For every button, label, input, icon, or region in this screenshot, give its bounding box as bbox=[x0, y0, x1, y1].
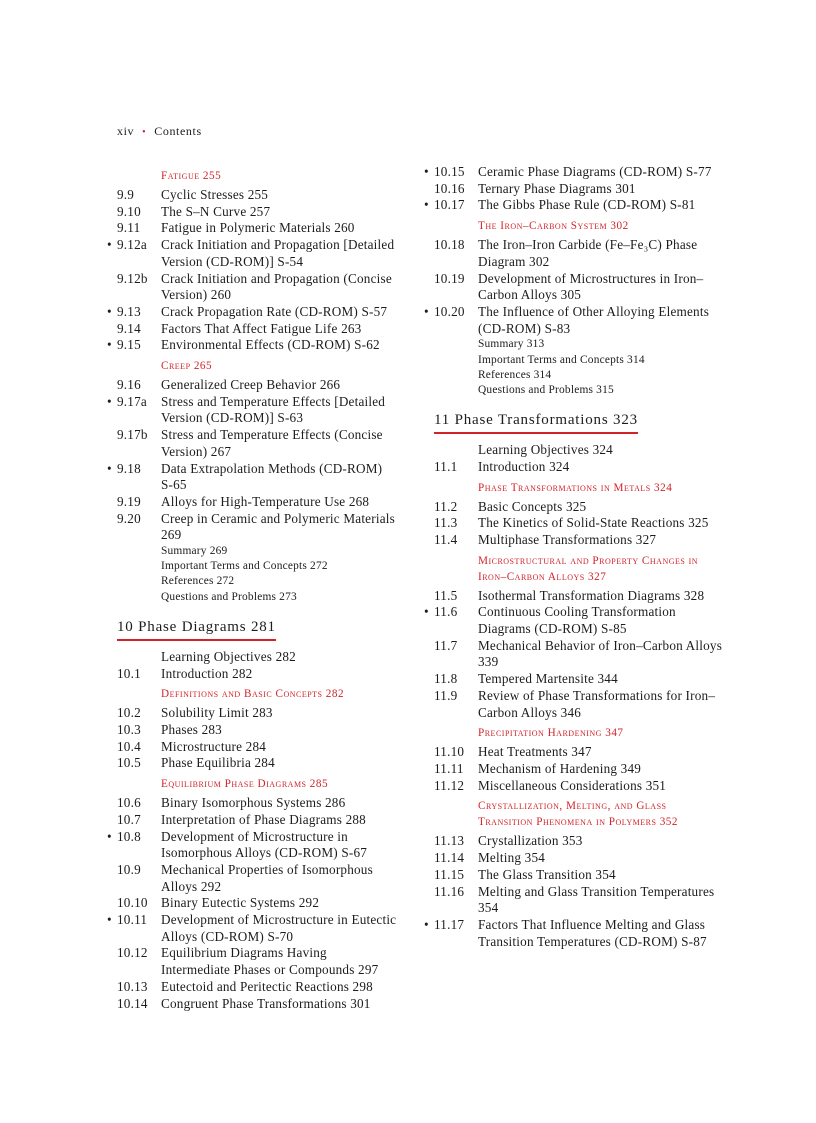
entry-number: 10.4 bbox=[117, 738, 141, 754]
toc-entry bbox=[107, 862, 397, 895]
toc-entry bbox=[107, 220, 397, 237]
toc-entry bbox=[107, 996, 397, 1013]
entry-number: 11.1 bbox=[434, 458, 458, 474]
entry-number: 10.16 bbox=[434, 180, 465, 196]
toc-entry bbox=[424, 271, 724, 304]
entry-number: 10.5 bbox=[117, 755, 141, 771]
entry-number: 10.7 bbox=[117, 811, 141, 827]
toc-entry bbox=[424, 304, 724, 337]
entry-number: 10.17 bbox=[434, 197, 465, 213]
entry-title: Mechanical Properties of Isomorphous Alloys 292 bbox=[161, 861, 373, 894]
cd-rom-bullet: • bbox=[107, 393, 112, 409]
entry-title: Continuous Cooling Transformation Diagrams (CD-ROM) S-85 bbox=[478, 604, 676, 637]
entry-number: 10.1 bbox=[117, 665, 141, 681]
entry-title: Fatigue in Polymeric Materials 260 bbox=[161, 220, 355, 236]
entry-title: Environmental Effects (CD-ROM) S-62 bbox=[161, 337, 380, 353]
toc-entry bbox=[424, 638, 724, 671]
cd-rom-bullet: • bbox=[424, 164, 429, 179]
toc-left-column bbox=[107, 164, 397, 1012]
toc-entry bbox=[424, 164, 724, 181]
entry-number: 10.13 bbox=[117, 978, 148, 994]
entry-title: Melting and Glass Transition Temperatures 354 bbox=[478, 883, 715, 916]
toc-entry bbox=[107, 461, 397, 494]
toc-entry bbox=[107, 337, 397, 354]
entry-title: Binary Eutectic Systems 292 bbox=[161, 895, 320, 911]
toc-entry bbox=[107, 829, 397, 862]
toc-back-matter: References 272 bbox=[161, 575, 235, 588]
entry-number: 10.14 bbox=[117, 995, 148, 1011]
toc-entry bbox=[107, 187, 397, 204]
toc-entry bbox=[424, 744, 724, 761]
toc-entry bbox=[424, 197, 724, 214]
entry-title: Crystallization 353 bbox=[478, 833, 583, 849]
entry-title: Miscellaneous Considerations 351 bbox=[478, 777, 667, 793]
section-heading: Definitions and Basic Concepts 282 bbox=[161, 688, 345, 701]
entry-title: Basic Concepts 325 bbox=[478, 498, 587, 514]
entry-title: Ternary Phase Diagrams 301 bbox=[478, 180, 636, 196]
entry-title: Creep in Ceramic and Polymeric Materials 269 bbox=[161, 510, 395, 543]
toc-entry bbox=[107, 511, 397, 544]
toc-back-matter: Important Terms and Concepts 314 bbox=[478, 353, 645, 366]
entry-title: Binary Isomorphous Systems 286 bbox=[161, 795, 346, 811]
entry-number: 11.5 bbox=[434, 587, 458, 603]
entry-number: 11.3 bbox=[434, 515, 458, 531]
entry-title: Learning Objectives 282 bbox=[161, 648, 296, 664]
entry-title: Introduction 324 bbox=[478, 458, 570, 474]
section-heading: Fatigue 255 bbox=[161, 170, 222, 182]
entry-number: 9.9 bbox=[117, 187, 135, 202]
entry-title: Crack Initiation and Propagation (Concise Version) 260 bbox=[161, 270, 392, 303]
cd-rom-bullet: • bbox=[107, 460, 112, 476]
cd-rom-bullet: • bbox=[107, 237, 112, 253]
entry-title: Crack Initiation and Propagation [Detailed Version (CD-ROM)] S-54 bbox=[161, 237, 395, 269]
entry-number: 9.15 bbox=[117, 337, 141, 353]
entry-number: 11.8 bbox=[434, 671, 458, 687]
toc-entry bbox=[107, 377, 397, 394]
cd-rom-bullet: • bbox=[107, 828, 112, 844]
cd-rom-bullet: • bbox=[107, 337, 112, 353]
entry-number: 9.12b bbox=[117, 270, 148, 286]
header-bullet: • bbox=[142, 127, 147, 138]
entry-title: Ceramic Phase Diagrams (CD-ROM) S-77 bbox=[478, 164, 712, 179]
section-heading: Phase Transformations in Metals 324 bbox=[478, 481, 673, 494]
entry-number: 11.10 bbox=[434, 744, 465, 760]
entry-title: Crack Propagation Rate (CD-ROM) S-57 bbox=[161, 303, 388, 319]
entry-number: 9.13 bbox=[117, 303, 141, 319]
cd-rom-bullet: • bbox=[424, 303, 429, 319]
entry-title: Melting 354 bbox=[478, 850, 546, 866]
toc-entry bbox=[424, 850, 724, 867]
entry-number: 9.19 bbox=[117, 493, 141, 509]
toc-entry bbox=[424, 499, 724, 516]
toc-back-matter: Important Terms and Concepts 272 bbox=[161, 560, 328, 573]
entry-number: 11.9 bbox=[434, 687, 458, 703]
toc-entry bbox=[107, 666, 397, 683]
entry-title: Isothermal Transformation Diagrams 328 bbox=[478, 587, 705, 603]
entry-title: Eutectoid and Peritectic Reactions 298 bbox=[161, 978, 373, 994]
entry-number: 9.17a bbox=[117, 393, 147, 409]
toc-entry bbox=[424, 778, 724, 795]
entry-number: 10.11 bbox=[117, 912, 148, 928]
entry-title: Equilibrium Diagrams Having Intermediate Phases or Compounds 297 bbox=[161, 945, 379, 978]
entry-title: Introduction 282 bbox=[161, 665, 253, 681]
chapter-title: 10 Phase Diagrams 281 bbox=[117, 619, 276, 641]
entry-title: Development of Microstructure in Eutectic Alloys (CD-ROM) S-70 bbox=[161, 912, 397, 944]
entry-title: Stress and Temperature Effects (Concise Version) 267 bbox=[161, 427, 383, 459]
toc-entry bbox=[107, 204, 397, 221]
entry-title: Interpretation of Phase Diagrams 288 bbox=[161, 811, 366, 827]
toc-entry bbox=[424, 442, 724, 459]
toc-entry bbox=[107, 895, 397, 912]
entry-number: 11.7 bbox=[434, 637, 458, 653]
toc-entry bbox=[107, 795, 397, 812]
toc-entry bbox=[424, 867, 724, 884]
section-heading: The Iron–Carbon System 302 bbox=[478, 220, 629, 233]
toc-entry bbox=[107, 427, 397, 460]
entry-number: 10.3 bbox=[117, 721, 141, 737]
toc-back-matter: References 314 bbox=[478, 368, 552, 381]
toc-entry bbox=[424, 604, 724, 637]
toc-entry bbox=[107, 321, 397, 338]
entry-number: 10.9 bbox=[117, 861, 141, 877]
toc-entry bbox=[424, 237, 724, 270]
section-heading: Creep 265 bbox=[161, 360, 213, 373]
entry-number: 9.20 bbox=[117, 510, 141, 526]
entry-number: 11.17 bbox=[434, 916, 465, 932]
page-number: xiv bbox=[117, 124, 135, 138]
entry-number: 10.12 bbox=[117, 945, 148, 961]
entry-title: Learning Objectives 324 bbox=[478, 442, 613, 458]
entry-number: 9.16 bbox=[117, 377, 141, 393]
entry-number: 10.15 bbox=[434, 164, 465, 179]
entry-title: Review of Phase Transformations for Iron–Carbon Alloys 346 bbox=[478, 687, 716, 720]
entry-number: 10.20 bbox=[434, 303, 465, 319]
toc-entry bbox=[424, 532, 724, 549]
section-heading: Equilibrium Phase Diagrams 285 bbox=[161, 778, 329, 791]
cd-rom-bullet: • bbox=[424, 916, 429, 932]
entry-number: 9.12a bbox=[117, 237, 147, 253]
entry-number: 10.10 bbox=[117, 895, 148, 911]
entry-number: 11.2 bbox=[434, 498, 458, 514]
toc-back-matter: Questions and Problems 273 bbox=[161, 590, 297, 603]
entry-number: 9.14 bbox=[117, 320, 141, 336]
entry-title: The Influence of Other Alloying Elements (CD-ROM) S-83 bbox=[478, 303, 710, 336]
entry-number: 11.11 bbox=[434, 760, 464, 776]
toc-entry bbox=[424, 588, 724, 605]
toc-entry bbox=[107, 649, 397, 666]
section-heading: Precipitation Hardening 347 bbox=[478, 727, 624, 740]
toc-entry bbox=[424, 833, 724, 850]
entry-title: Factors That Influence Melting and Glass Transition Temperatures (CD-ROM) S-87 bbox=[478, 916, 707, 949]
entry-title: Phase Equilibria 284 bbox=[161, 755, 275, 771]
entry-title: Solubility Limit 283 bbox=[161, 705, 273, 721]
entry-number: 11.13 bbox=[434, 833, 465, 849]
entry-number: 11.12 bbox=[434, 777, 465, 793]
entry-title: Microstructure 284 bbox=[161, 738, 267, 754]
entry-number: 9.11 bbox=[117, 220, 141, 236]
toc-entry bbox=[107, 812, 397, 829]
toc-entry bbox=[424, 688, 724, 721]
toc-entry bbox=[424, 671, 724, 688]
entry-title: Generalized Creep Behavior 266 bbox=[161, 377, 341, 393]
entry-number: 9.10 bbox=[117, 203, 141, 219]
toc-entry bbox=[107, 394, 397, 427]
entry-title: Mechanical Behavior of Iron–Carbon Alloys 339 bbox=[478, 637, 723, 670]
toc-back-matter: Questions and Problems 315 bbox=[478, 383, 614, 396]
section-heading: Crystallization, Melting, and Glass Transition Phenomena in Polymers 352 bbox=[478, 800, 678, 829]
entry-title: The Kinetics of Solid-State Reactions 325 bbox=[478, 515, 709, 531]
entry-number: 10.6 bbox=[117, 795, 141, 811]
toc-entry bbox=[424, 459, 724, 476]
cd-rom-bullet: • bbox=[424, 197, 429, 213]
chapter-title: 11 Phase Transformations 323 bbox=[434, 412, 638, 434]
toc-entry bbox=[424, 515, 724, 532]
entry-title: The Iron–Iron Carbide (Fe–Fe₃C) Phase Diagram 302 bbox=[478, 237, 698, 269]
entry-number: 10.8 bbox=[117, 828, 141, 844]
entry-title: Data Extrapolation Methods (CD-ROM) S-65 bbox=[161, 460, 383, 493]
chapter-heading bbox=[107, 619, 397, 641]
entry-title: The S–N Curve 257 bbox=[161, 203, 271, 219]
toc-entry bbox=[107, 237, 397, 270]
entry-number: 11.4 bbox=[434, 531, 458, 547]
entry-title: Heat Treatments 347 bbox=[478, 744, 592, 760]
toc-entry bbox=[107, 945, 397, 978]
toc-entry bbox=[107, 494, 397, 511]
cd-rom-bullet: • bbox=[107, 912, 112, 928]
toc-entry bbox=[424, 181, 724, 198]
entry-title: Phases 283 bbox=[161, 721, 222, 737]
running-header bbox=[117, 124, 202, 139]
entry-title: Cyclic Stresses 255 bbox=[161, 187, 269, 202]
entry-number: 9.18 bbox=[117, 460, 141, 476]
toc-entry bbox=[424, 884, 724, 917]
entry-number: 11.14 bbox=[434, 850, 465, 866]
toc-entry bbox=[424, 917, 724, 950]
entry-number: 10.2 bbox=[117, 705, 141, 721]
entry-title: Development of Microstructure in Isomorphous Alloys (CD-ROM) S-67 bbox=[161, 828, 368, 861]
toc-entry bbox=[107, 755, 397, 772]
entry-title: Multiphase Transformations 327 bbox=[478, 531, 657, 547]
section-heading: Microstructural and Property Changes in Iron–Carbon Alloys 327 bbox=[478, 554, 699, 583]
toc-entry bbox=[107, 979, 397, 996]
chapter-heading bbox=[424, 412, 724, 434]
entry-number: 11.6 bbox=[434, 604, 458, 620]
toc-back-matter: Summary 269 bbox=[161, 545, 228, 558]
toc-entry bbox=[107, 912, 397, 945]
toc-entry bbox=[107, 722, 397, 739]
entry-title: Stress and Temperature Effects [Detailed Version (CD-ROM)] S-63 bbox=[161, 393, 386, 426]
entry-number: 9.17b bbox=[117, 427, 148, 443]
toc-entry bbox=[107, 705, 397, 722]
entry-title: The Glass Transition 354 bbox=[478, 866, 616, 882]
entry-title: The Gibbs Phase Rule (CD-ROM) S-81 bbox=[478, 197, 696, 213]
toc-entry bbox=[107, 739, 397, 756]
toc-entry bbox=[424, 761, 724, 778]
entry-number: 11.16 bbox=[434, 883, 465, 899]
cd-rom-bullet: • bbox=[424, 604, 429, 620]
entry-number: 11.15 bbox=[434, 866, 465, 882]
entry-title: Development of Microstructures in Iron–Carbon Alloys 305 bbox=[478, 270, 704, 303]
toc-right-column bbox=[424, 164, 724, 950]
toc-back-matter: Summary 313 bbox=[478, 338, 545, 351]
cd-rom-bullet: • bbox=[107, 303, 112, 319]
entry-title: Tempered Martensite 344 bbox=[478, 671, 618, 687]
entry-number: 10.18 bbox=[434, 237, 465, 253]
entry-title: Mechanism of Hardening 349 bbox=[478, 760, 642, 776]
header-title: Contents bbox=[154, 124, 202, 138]
entry-number: 10.19 bbox=[434, 270, 465, 286]
toc-entry bbox=[107, 304, 397, 321]
toc-entry bbox=[107, 271, 397, 304]
entry-title: Factors That Affect Fatigue Life 263 bbox=[161, 320, 362, 336]
entry-title: Alloys for High-Temperature Use 268 bbox=[161, 493, 370, 509]
entry-title: Congruent Phase Transformations 301 bbox=[161, 995, 371, 1011]
